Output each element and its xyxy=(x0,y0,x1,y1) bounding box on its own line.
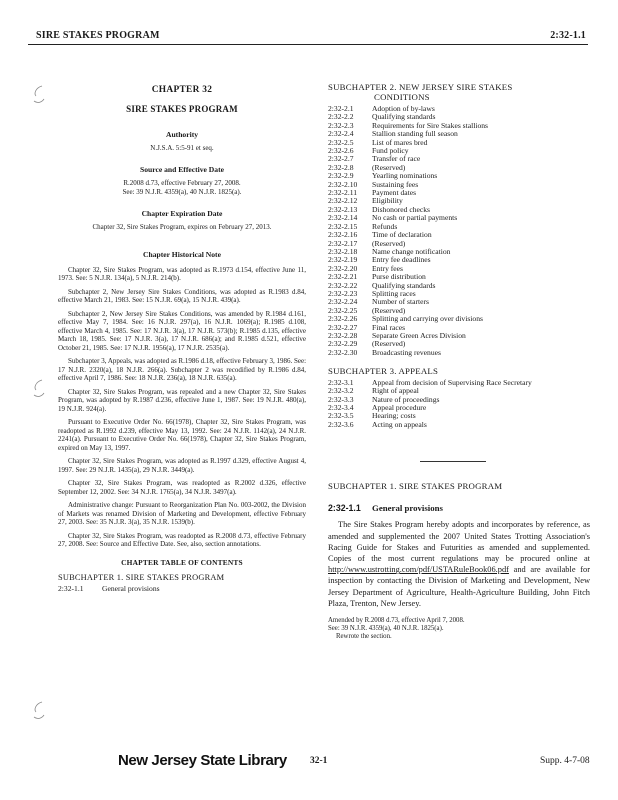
toc-item-title: Entry fee deadlines xyxy=(372,255,431,265)
toc-item-number: 2:32-2.9 xyxy=(328,171,354,181)
toc-item xyxy=(328,315,590,323)
toc-item-number: 2:32-2.22 xyxy=(328,280,358,290)
toc-item xyxy=(328,282,590,290)
toc-item xyxy=(328,421,590,429)
toc-item-title: Broadcasting revenues xyxy=(372,347,441,357)
toc-item-number: 2:32-2.16 xyxy=(328,230,358,240)
toc-item xyxy=(328,130,590,138)
toc-item xyxy=(328,105,590,113)
binder-hole-mark-icon xyxy=(30,84,46,106)
history-paragraph: Chapter 32, Sire Stakes Program, was adopted as R.1997 d.329, effective August 4, 1997. See: 29 N.J.R. 1435(a), 29 N.J.R. 3449(a). xyxy=(58,457,306,474)
binder-hole-mark-icon xyxy=(30,378,46,400)
toc-item-title: Nature of proceedings xyxy=(372,394,440,404)
source-line: R.2008 d.73, effective February 27, 2008. xyxy=(123,178,241,187)
subchapter-3-toc xyxy=(328,379,590,429)
history-paragraph: Subchapter 3, Appeals, was adopted as R.1986 d.18, effective February 3, 1986. See: 17 N.J.R. 2320(a), 18 N.J.R. 266(a). Subchapter 2 was recodified by R.1986 d.84, effective April 7, 1986. See: 18 N.J.R. 236(a), 18 N.J.R. 635(a). xyxy=(58,357,307,383)
toc-item xyxy=(328,122,590,130)
toc-item-number: 2:32-3.1 xyxy=(328,377,354,387)
history-paragraph: Chapter 32, Sire Stakes Program, was readopted as R.2002 d.326, effective September 12, 2002. See: 34 N.J.R. 1765(a), 34 N.J.R. 3497(a). xyxy=(58,479,306,496)
history-paragraph: Administrative change: Pursuant to Reorganization Plan No. 003-2002, the Division of Markets was renamed Division of Marketing and Development, effective February 27, 2003. See: 35 N.J.R. 3(a), 35 N.J.R. 1539(b). xyxy=(58,501,306,527)
chapter-title: SIRE STAKES PROGRAM xyxy=(126,103,238,114)
toc-item-title: Requirements for Sire Stakes stallions xyxy=(372,120,488,130)
source-line: See: 39 N.J.R. 4359(a), 40 N.J.R. 1825(a). xyxy=(122,187,242,196)
toc-item-number: 2:32-2.15 xyxy=(328,221,358,231)
toc-item-number: 2:32-2.18 xyxy=(328,246,358,256)
toc-item-number: 2:32-2.12 xyxy=(328,196,358,206)
authority-heading: Authority xyxy=(165,130,199,140)
toc-item-title: Sustaining fees xyxy=(372,179,419,189)
toc-item-number: 2:32-2.7 xyxy=(328,154,354,164)
toc-item-title: Purse distribution xyxy=(372,272,426,282)
toc-item-number: 2:32-2.2 xyxy=(328,112,354,122)
toc-item xyxy=(328,340,590,348)
toc-item xyxy=(328,181,590,189)
toc-item xyxy=(328,139,590,147)
subchapter-2-title xyxy=(328,82,590,102)
section-title: General provisions xyxy=(372,502,443,513)
toc-item xyxy=(328,412,590,420)
toc-item-number: 2:32-2.3 xyxy=(328,120,354,130)
toc-item-title: Refunds xyxy=(372,221,398,231)
toc-item-title: (Reserved) xyxy=(372,238,406,248)
toc-item-number: 2:32-2.11 xyxy=(328,188,358,198)
toc-item xyxy=(328,164,590,172)
toc-item-title: Final races xyxy=(372,322,406,332)
toc-item xyxy=(328,155,590,163)
toc-heading: CHAPTER TABLE OF CONTENTS xyxy=(121,557,243,567)
section-divider xyxy=(420,461,486,462)
toc-item-number: 2:32-2.29 xyxy=(328,339,358,349)
library-logo: New Jersey State Library xyxy=(118,752,287,769)
amendment-line: Amended by R.2008 d.73, effective April 7, 2008. xyxy=(328,617,465,625)
section-number: 2:32-1.1 xyxy=(328,502,361,513)
toc-item-title: Adoption of by-laws xyxy=(372,104,435,113)
toc-item xyxy=(328,387,590,395)
toc-item-title: (Reserved) xyxy=(372,305,406,315)
toc-item xyxy=(328,206,590,214)
toc-item xyxy=(328,240,590,248)
toc-item-title: Time of declaration xyxy=(372,230,432,240)
history-paragraph: Chapter 32, Sire Stakes Program, was adopted as R.1973 d.154, effective June 11, 1973. See: 5 N.J.R. 134(a), 5 N.J.R. 214(b). xyxy=(58,265,306,283)
toc-item-number: 2:32-2.25 xyxy=(328,305,358,315)
left-column xyxy=(58,82,306,594)
toc-item-number: 2:32-2.17 xyxy=(328,238,358,248)
toc-item xyxy=(328,349,590,357)
toc-item xyxy=(328,189,590,197)
toc-item-title: Yearling nominations xyxy=(372,171,438,181)
toc-item-title: Appeal from decision of Supervising Race Secretary xyxy=(372,377,532,387)
toc-item-title: Acting on appeals xyxy=(372,419,427,429)
toc-item-number: 2:32-2.24 xyxy=(328,297,358,307)
history-paragraph: Chapter 32, Sire Stakes Program, was repealed and a new Chapter 32, Sire Stakes Program, was adopted by R.1987 d.236, effective June 1, 1987. See: 19 N.J.R. 480(a), 19 N.J.R. 924(a). xyxy=(58,387,306,413)
toc-item-number: 2:32-2.23 xyxy=(328,288,358,298)
toc-subchapter: SUBCHAPTER 1. SIRE STAKES PROGRAM xyxy=(58,572,225,582)
toc-item-number: 2:32-2.21 xyxy=(328,272,358,282)
amendment-line: See: 39 N.J.R. 4359(a), 40 N.J.R. 1825(a). xyxy=(328,625,444,633)
toc-item-title: Splitting races xyxy=(372,288,416,298)
toc-item-number: 2:32-2.5 xyxy=(328,137,354,147)
toc-item xyxy=(328,396,590,404)
toc-item-title: Separate Green Acres Division xyxy=(372,330,466,340)
toc-item-number: 2:32-2.13 xyxy=(328,204,358,214)
subchapter-2-toc xyxy=(328,105,590,357)
history-heading: Chapter Historical Note xyxy=(143,250,221,260)
toc-item-number: 2:32-1.1 xyxy=(58,584,84,594)
toc-item-title: Dishonored checks xyxy=(372,204,430,214)
toc-item xyxy=(328,214,590,222)
toc-item xyxy=(328,265,590,273)
toc-item-title: List of mares bred xyxy=(372,137,428,147)
toc-item xyxy=(58,585,306,594)
toc-item-number: 2:32-2.4 xyxy=(328,129,354,139)
toc-item-number: 2:32-2.20 xyxy=(328,263,358,273)
amendment-note xyxy=(328,617,590,641)
expiration-heading: Chapter Expiration Date xyxy=(141,209,223,219)
toc-item-number: 2:32-2.26 xyxy=(328,314,358,324)
toc-item-title: Stallion standing full season xyxy=(372,129,458,139)
toc-item-title: (Reserved) xyxy=(372,162,406,172)
toc-item-number: 2:32-3.5 xyxy=(328,411,354,421)
toc-item-number: 2:32-2.19 xyxy=(328,255,358,265)
header-section: 2:32-1.1 xyxy=(550,30,586,41)
right-column xyxy=(328,82,590,641)
toc-item xyxy=(328,147,590,155)
toc-item-title: General provisions xyxy=(102,584,160,594)
toc-item-number: 2:32-3.3 xyxy=(328,394,354,404)
chapter-number: CHAPTER 32 xyxy=(151,85,213,95)
toc-item-number: 2:32-2.28 xyxy=(328,330,358,340)
toc-item xyxy=(328,256,590,264)
toc-item-number: 2:32-2.10 xyxy=(328,179,358,189)
toc-item-title: Hearing; costs xyxy=(372,411,416,421)
toc-item-number: 2:32-3.4 xyxy=(328,403,354,412)
subchapter-3-title: SUBCHAPTER 3. APPEALS xyxy=(328,366,439,377)
toc-item-title: Number of starters xyxy=(372,297,429,307)
section-heading xyxy=(328,504,590,513)
toc-item-title: Entry fees xyxy=(372,263,403,273)
section-body xyxy=(328,519,590,609)
toc-item-title: Name change notification xyxy=(372,246,451,256)
subchapter-2-title-line: CONDITIONS xyxy=(374,92,430,102)
history-paragraph: Subchapter 2, New Jersey Sire Stakes Conditions, was adopted as R.1983 d.84, effective March 21, 1983. See: 15 N.J.R. 69(a), 15 N.J.R. 439(a). xyxy=(58,287,306,305)
toc-item-title: Splitting and carrying over divisions xyxy=(372,314,483,324)
toc-item-number: 2:32-3.2 xyxy=(328,386,354,396)
subchapter-2-title-line: SUBCHAPTER 2. NEW JERSEY SIRE STAKES xyxy=(328,82,513,92)
subchapter-1-title: SUBCHAPTER 1. SIRE STAKES PROGRAM xyxy=(328,481,503,492)
page-number: 32-1 xyxy=(310,756,328,766)
history-paragraph: Pursuant to Executive Order No. 66(1978), Chapter 32, Sire Stakes Program, was readopted as R.1992 d.239, effective May 13, 1992. See: 24 N.J.R. 1142(a), 24 N.J.R. 2241(a). Pursuant to Executive Order No. 66(1978), Chapter 32, Sire Stakes Program, expired on May 13, 1997. xyxy=(58,418,306,452)
toc-item-number: 2:32-2.6 xyxy=(328,146,354,156)
toc-item xyxy=(328,197,590,205)
rulebook-link[interactable]: http://www.ustrotting.com/pdf/USTARuleBook06.pdf xyxy=(328,565,509,575)
toc-item-number: 2:32-2.30 xyxy=(328,347,358,357)
toc-item-number: 2:32-2.27 xyxy=(328,322,358,332)
toc-item xyxy=(328,273,590,281)
toc-item xyxy=(328,379,590,387)
header-title: SIRE STAKES PROGRAM xyxy=(36,30,160,41)
toc-item xyxy=(328,231,590,239)
toc-item xyxy=(328,290,590,298)
toc-item xyxy=(328,332,590,340)
body-text: and are available for inspection by contacting the Division of Marketing and Development, New Jersey Department of Agriculture, Health-Agriculture Building, John Fitch Plaza, Trenton, New Jersey. xyxy=(328,565,590,608)
toc-item-number: 2:32-3.6 xyxy=(328,419,354,429)
toc-item-title: Qualifying standards xyxy=(372,112,436,122)
authority-text: N.J.S.A. 5:5-91 et seq. xyxy=(150,143,214,152)
history-paragraph: Chapter 32, Sire Stakes Program, was readopted as R.2008 d.73, effective February 27, 2008. See: Source and Effective Date. See, also, section annotations. xyxy=(58,531,306,549)
supplement-date: Supp. 4-7-08 xyxy=(540,756,590,766)
running-header xyxy=(28,30,588,45)
toc-item xyxy=(328,404,590,412)
toc-item xyxy=(328,298,590,306)
toc-item-number: 2:32-2.1 xyxy=(328,104,354,113)
toc-item-title: (Reserved) xyxy=(372,339,406,349)
toc-item-title: No cash or partial payments xyxy=(372,213,458,223)
binder-hole-mark-icon xyxy=(30,700,46,722)
toc-item-number: 2:32-2.14 xyxy=(328,213,358,223)
toc-item-title: Eligibility xyxy=(372,196,403,206)
toc-item xyxy=(328,248,590,256)
toc-item-title: Transfer of race xyxy=(372,154,421,164)
toc-item-title: Fund policy xyxy=(372,146,409,156)
toc-item-number: 2:32-2.8 xyxy=(328,162,354,172)
toc-item-title: Qualifying standards xyxy=(372,280,436,290)
source-heading: Source and Effective Date xyxy=(139,165,224,175)
history-paragraph: Subchapter 2, New Jersey Sire Stakes Conditions, was amended by R.1984 d.161, effective May 7, 1984. See: 16 N.J.R. 297(a), 16 N.J.R. 1069(a); R.1985 d.108, effective March 4, 1985. See: 17 N.J.R. 3(a), 17 N.J.R. 573(b); R.1985 d.135, effective March 18, 1985. See: 17 N.J.R. 3(a), 17 N.J.R. 686(a); and R.1985 d.521, effective October 21, 1985. See: 17 N.J.R. 1956(a), 17 N.J.R. 2535(a). xyxy=(58,309,306,352)
amendment-line: Rewrote the section. xyxy=(336,633,392,641)
toc-item-title: Right of appeal xyxy=(372,386,419,396)
toc-item-title: Payment dates xyxy=(372,188,417,198)
body-text: The Sire Stakes Program hereby adopts and incorporates by reference, as amended and supplemented the 2007 United States Trotting Association's Racing Guide for Stakes and Futurities as amended and supplemented. Copies of the most current regulations may be procured online at xyxy=(328,520,590,564)
toc-item-title: Appeal procedure xyxy=(372,403,427,412)
toc-item xyxy=(328,172,590,180)
toc-item xyxy=(328,223,590,231)
expiration-text: Chapter 32, Sire Stakes Program, expires on February 27, 2013. xyxy=(92,222,272,231)
